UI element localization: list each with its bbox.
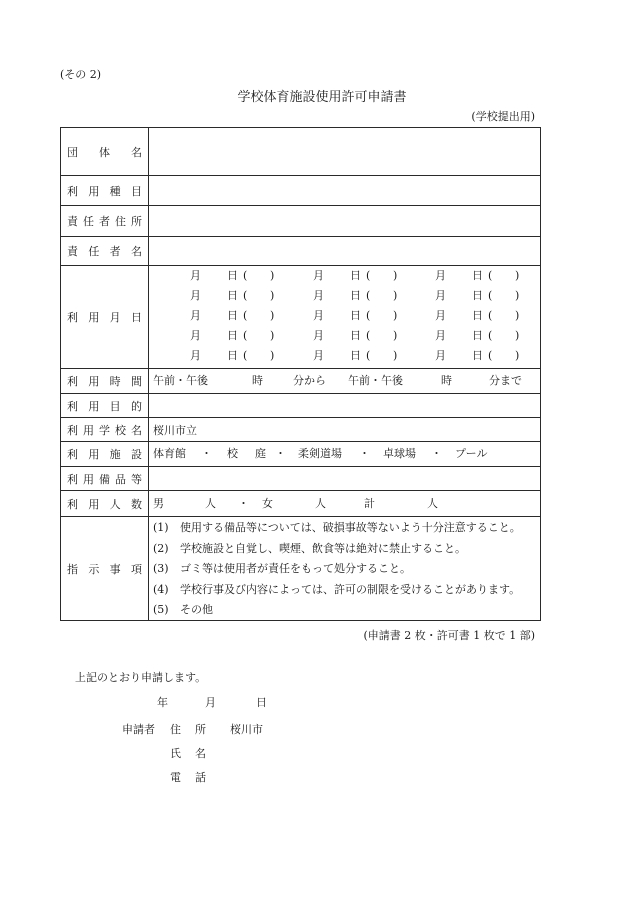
female-unit: 人 [315,496,326,510]
day-unit: 日 [350,329,361,342]
day-unit: 日 [472,289,483,302]
month-unit: 月 [313,309,324,322]
date-month-unit: 月 [205,696,216,709]
month-unit: 月 [313,269,324,282]
row-headcount [61,491,540,517]
row-instructions [61,517,540,621]
month-unit: 月 [435,349,446,362]
weekday-close-paren: ) [270,309,275,322]
usage-time-label: 利 用 時 間 [67,375,142,388]
weekday-open-paren: ( [366,269,371,282]
weekday-close-paren: ) [393,289,398,302]
date-year-unit: 年 [157,696,168,709]
purpose-field [149,394,540,417]
instruction-number: (2) [153,541,169,555]
instruction-text: 学校施設と自覚し、喫煙、飲食等は絶対に禁止すること。 [180,541,466,555]
label-cell [61,128,149,175]
day-unit: 日 [227,329,238,342]
applicant-name-label: 氏 名 [170,747,206,760]
date-slot [149,306,275,326]
facility-separator: ・ [275,447,286,460]
usage-dates-label: 利 用 月 日 [67,311,142,324]
weekday-close-paren: ) [393,309,398,322]
instruction-text: 使用する備品等については、破損事故等ないよう十分注意すること。 [180,521,521,534]
male-unit: 人 [205,496,216,510]
day-unit: 日 [472,309,483,322]
instruction-number: (3) [153,562,169,575]
month-unit: 月 [313,329,324,342]
headcount-field [149,491,540,516]
day-unit: 日 [472,329,483,342]
date-slot [272,306,398,326]
row-usage-dates [61,266,540,369]
date-slot [149,266,275,286]
weekday-close-paren: ) [515,269,520,282]
school-name-prefix: 桜川市立 [153,423,197,437]
date-slot [272,266,398,286]
weekday-open-paren: ( [488,329,493,342]
set-note: (申請書 2 枚・許可書 1 枚で 1 部) [363,629,535,642]
applicant-address-prefix: 桜川市 [230,723,263,736]
weekday-close-paren: ) [393,269,398,282]
usage-time-field [149,369,540,393]
start-minute-suffix: 分から [293,374,326,387]
date-line [149,326,540,346]
purpose-label: 利 用 目 的 [67,399,142,413]
day-unit: 日 [350,269,361,282]
label-cell [61,467,149,490]
month-unit: 月 [313,289,324,302]
instruction-item [149,600,540,620]
row-facilities [61,442,540,467]
month-unit: 月 [313,349,324,362]
row-usage-time [61,369,540,394]
weekday-close-paren: ) [515,329,520,342]
date-slot [149,326,275,346]
instruction-item [149,559,540,580]
start-period: 午前・午後 [153,374,208,387]
weekday-open-paren: ( [243,349,248,362]
male-label: 男 [153,496,164,510]
instructions-list [149,517,540,620]
month-unit: 月 [190,289,201,302]
copy-label: (学校提出用) [471,110,535,123]
weekday-open-paren: ( [243,269,248,282]
facility-separator: ・ [359,447,370,460]
weekday-close-paren: ) [515,349,520,362]
manager-name-field [149,237,540,265]
date-slot [394,306,520,326]
part-label: (その 2) [60,68,102,81]
activity-type-label: 利 用 種 目 [67,184,142,198]
declaration-text: 上記のとおり申請します。 [75,671,207,684]
manager-name-label: 責 任 者 名 [67,245,142,258]
headcount-separator: ・ [238,496,249,510]
month-unit: 月 [190,329,201,342]
month-unit: 月 [190,349,201,362]
end-hour-unit: 時 [441,374,452,387]
instruction-text: 学校行事及び内容によっては、許可の制限を受けることがあります。 [180,582,521,596]
headcount-label: 利 用 人 数 [67,497,142,511]
day-unit: 日 [472,349,483,362]
date-slot [394,326,520,346]
applicant-address-label: 住 所 [170,723,206,736]
facility-option-gym: 体育館 [153,447,186,460]
end-period: 午前・午後 [348,374,403,387]
month-unit: 月 [435,269,446,282]
application-form-table [60,127,541,621]
label-cell [61,517,149,620]
total-unit: 人 [427,496,438,510]
date-slot [272,346,398,366]
label-cell [61,237,149,265]
day-unit: 日 [227,309,238,322]
weekday-close-paren: ) [270,329,275,342]
date-slot [394,286,520,306]
date-slot [149,286,275,306]
weekday-open-paren: ( [366,309,371,322]
instruction-number: (4) [153,582,169,596]
weekday-close-paren: ) [393,349,398,362]
day-unit: 日 [227,269,238,282]
instruction-item [149,539,540,560]
total-label: 計 [364,496,375,510]
instruction-item [149,580,540,601]
equipment-label: 利 用 備 品 等 [67,472,142,486]
instruction-item [149,518,540,539]
row-activity-type [61,176,540,206]
label-cell [61,266,149,368]
school-field [149,418,540,441]
row-equipment [61,467,540,491]
facility-separator: ・ [431,447,442,460]
label-cell [61,394,149,417]
day-unit: 日 [350,289,361,302]
row-group-name [61,128,540,176]
label-cell [61,442,149,466]
facility-option-pool: プール [455,447,488,460]
group-name-field [149,128,540,175]
date-slot [272,326,398,346]
month-unit: 月 [435,329,446,342]
day-unit: 日 [227,289,238,302]
row-school [61,418,540,442]
weekday-close-paren: ) [270,269,275,282]
day-unit: 日 [350,309,361,322]
date-slot [272,286,398,306]
date-slot [149,346,275,366]
facilities-label: 利 用 施 設 [67,448,142,461]
applicant-label: 申請者 [122,723,155,736]
weekday-open-paren: ( [243,309,248,322]
row-manager-address [61,206,540,237]
facility-option-table-tennis-room: 卓球場 [383,447,416,460]
weekday-open-paren: ( [243,289,248,302]
label-cell [61,369,149,393]
month-unit: 月 [435,309,446,322]
date-line [149,306,540,326]
end-minute-suffix: 分まで [489,374,522,387]
date-line [149,266,540,286]
day-unit: 日 [472,269,483,282]
equipment-field [149,467,540,490]
instruction-text: ゴミ等は使用者が責任をもって処分すること。 [180,562,411,575]
start-hour-unit: 時 [252,374,263,387]
month-unit: 月 [190,309,201,322]
weekday-open-paren: ( [488,289,493,302]
month-unit: 月 [190,269,201,282]
weekday-open-paren: ( [488,269,493,282]
facility-option-martial-arts-hall: 柔剣道場 [298,447,342,460]
manager-address-label: 責 任 者 住 所 [67,215,142,228]
date-line [149,346,540,366]
date-day-unit: 日 [256,696,267,709]
row-purpose [61,394,540,418]
facility-option-schoolyard: 校 庭 [227,447,266,460]
weekday-open-paren: ( [488,309,493,322]
weekday-open-paren: ( [243,329,248,342]
weekday-close-paren: ) [270,349,275,362]
document-title: 学校体育施設使用許可申請書 [237,90,407,105]
row-manager-name [61,237,540,266]
weekday-open-paren: ( [366,289,371,302]
label-cell [61,206,149,236]
facility-separator: ・ [201,447,212,460]
female-label: 女 [262,496,273,510]
instructions-label: 指 示 事 項 [67,562,142,576]
date-slot [394,266,520,286]
day-unit: 日 [227,349,238,362]
weekday-open-paren: ( [366,349,371,362]
weekday-close-paren: ) [270,289,275,302]
applicant-phone-label: 電 話 [170,771,206,784]
school-label: 利 用 学 校 名 [67,423,142,437]
weekday-open-paren: ( [488,349,493,362]
weekday-close-paren: ) [515,309,520,322]
instruction-number: (5) [153,603,169,616]
activity-type-field [149,176,540,205]
label-cell [61,176,149,205]
group-name-label: 団 体 名 [67,145,142,159]
weekday-close-paren: ) [393,329,398,342]
manager-address-field [149,206,540,236]
instruction-number: (1) [153,521,169,534]
instruction-text: その他 [180,603,213,616]
facilities-field [149,442,540,466]
date-line [149,286,540,306]
weekday-open-paren: ( [366,329,371,342]
weekday-close-paren: ) [515,289,520,302]
label-cell [61,418,149,441]
usage-dates-field [149,266,540,368]
date-slot [394,346,520,366]
day-unit: 日 [350,349,361,362]
label-cell [61,491,149,516]
month-unit: 月 [435,289,446,302]
